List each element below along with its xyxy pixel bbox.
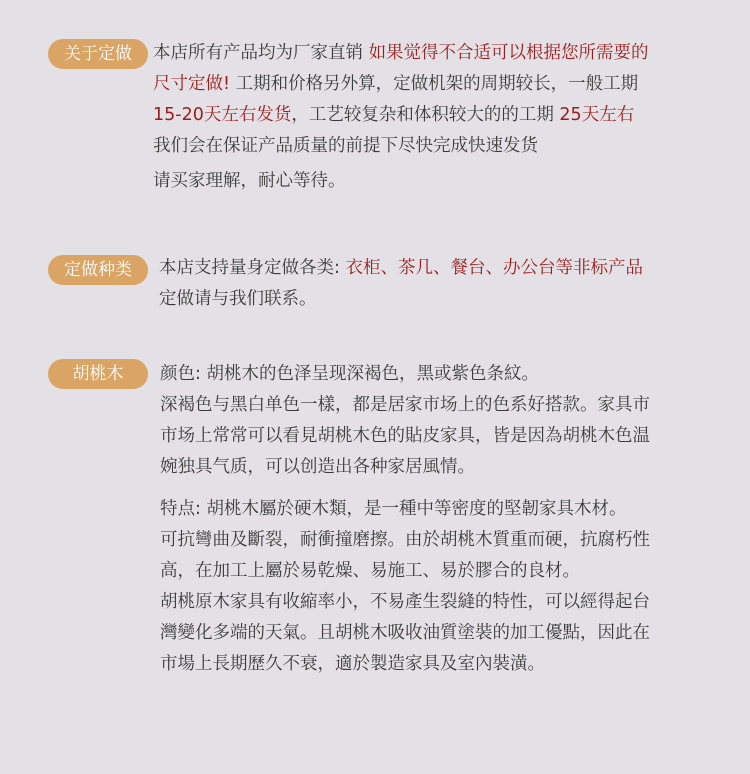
walnut-feature-line-4: 胡桃原木家具有收縮率小，不易產生裂縫的特性，可以經得起台 [160, 592, 650, 612]
custom-order-line-2 [153, 69, 713, 100]
custom-order-text [153, 38, 713, 197]
custom-order-line-4: 我们会在保证产品质量的前提下尽快完成快速发货 [153, 136, 538, 156]
section-badge-custom-types: 定做种类 [48, 255, 148, 285]
custom-order-line-3 [153, 100, 713, 131]
section-badge-walnut: 胡桃木 [48, 359, 148, 389]
walnut-color-line-1: 颜色: 胡桃木的色泽呈现深褐色，黑或紫色条紋。 [160, 364, 539, 384]
custom-order-highlight: 如果觉得不合适可以根据您所需要的 [368, 43, 649, 63]
custom-order-period: 工期和价格另外算，定做机架的周期较长，一般工期 [230, 74, 639, 94]
custom-types-line-1 [159, 253, 719, 284]
custom-size-highlight: 尺寸定做! [153, 74, 231, 94]
section-badge-custom-order: 关于定做 [48, 39, 148, 69]
custom-order-line-1 [153, 38, 713, 69]
custom-types-text [159, 253, 719, 315]
custom-order-line-5: 请买家理解，耐心等待。 [153, 171, 346, 191]
walnut-feature-line-6: 市場上長期歷久不衰，適於製造家具及室內裝潢。 [160, 654, 545, 674]
custom-types-intro: 本店支持量身定做各类: [159, 258, 346, 278]
walnut-text [160, 359, 720, 680]
complex-work-text: ，工艺较复杂和体积较大的的工期 [291, 105, 560, 125]
complex-time-highlight: 25天左右 [559, 105, 635, 125]
walnut-color-line-4: 婉独具气质，可以创造出各种家居風情。 [160, 457, 475, 477]
custom-types-highlight: 衣柜、茶几、餐台、办公台等非标产品 [345, 258, 643, 278]
delivery-time-highlight: 15-20天左右发货 [153, 105, 292, 125]
walnut-feature-line-2: 可抗彎曲及斷裂，耐衝撞磨擦。由於胡桃木質重而硬，抗腐朽性 [160, 530, 650, 550]
walnut-feature-line-5: 灣變化多端的天氣。且胡桃木吸收油質塗裝的加工優點，因此在 [160, 623, 650, 643]
custom-order-intro: 本店所有产品均为厂家直销 [153, 43, 369, 63]
custom-types-line-2: 定做请与我们联系。 [159, 289, 317, 309]
walnut-feature-line-1: 特点: 胡桃木屬於硬木類，是一種中等密度的堅韌家具木材。 [160, 499, 627, 519]
walnut-color-line-2: 深褐色与黑白单色一樣，都是居家市场上的色系好搭款。家具市 [160, 395, 650, 415]
walnut-feature-line-3: 高，在加工上屬於易乾燥、易施工、易於膠合的良材。 [160, 561, 580, 581]
walnut-color-line-3: 市场上常常可以看見胡桃木色的貼皮家具，皆是因為胡桃木色温 [160, 426, 650, 446]
